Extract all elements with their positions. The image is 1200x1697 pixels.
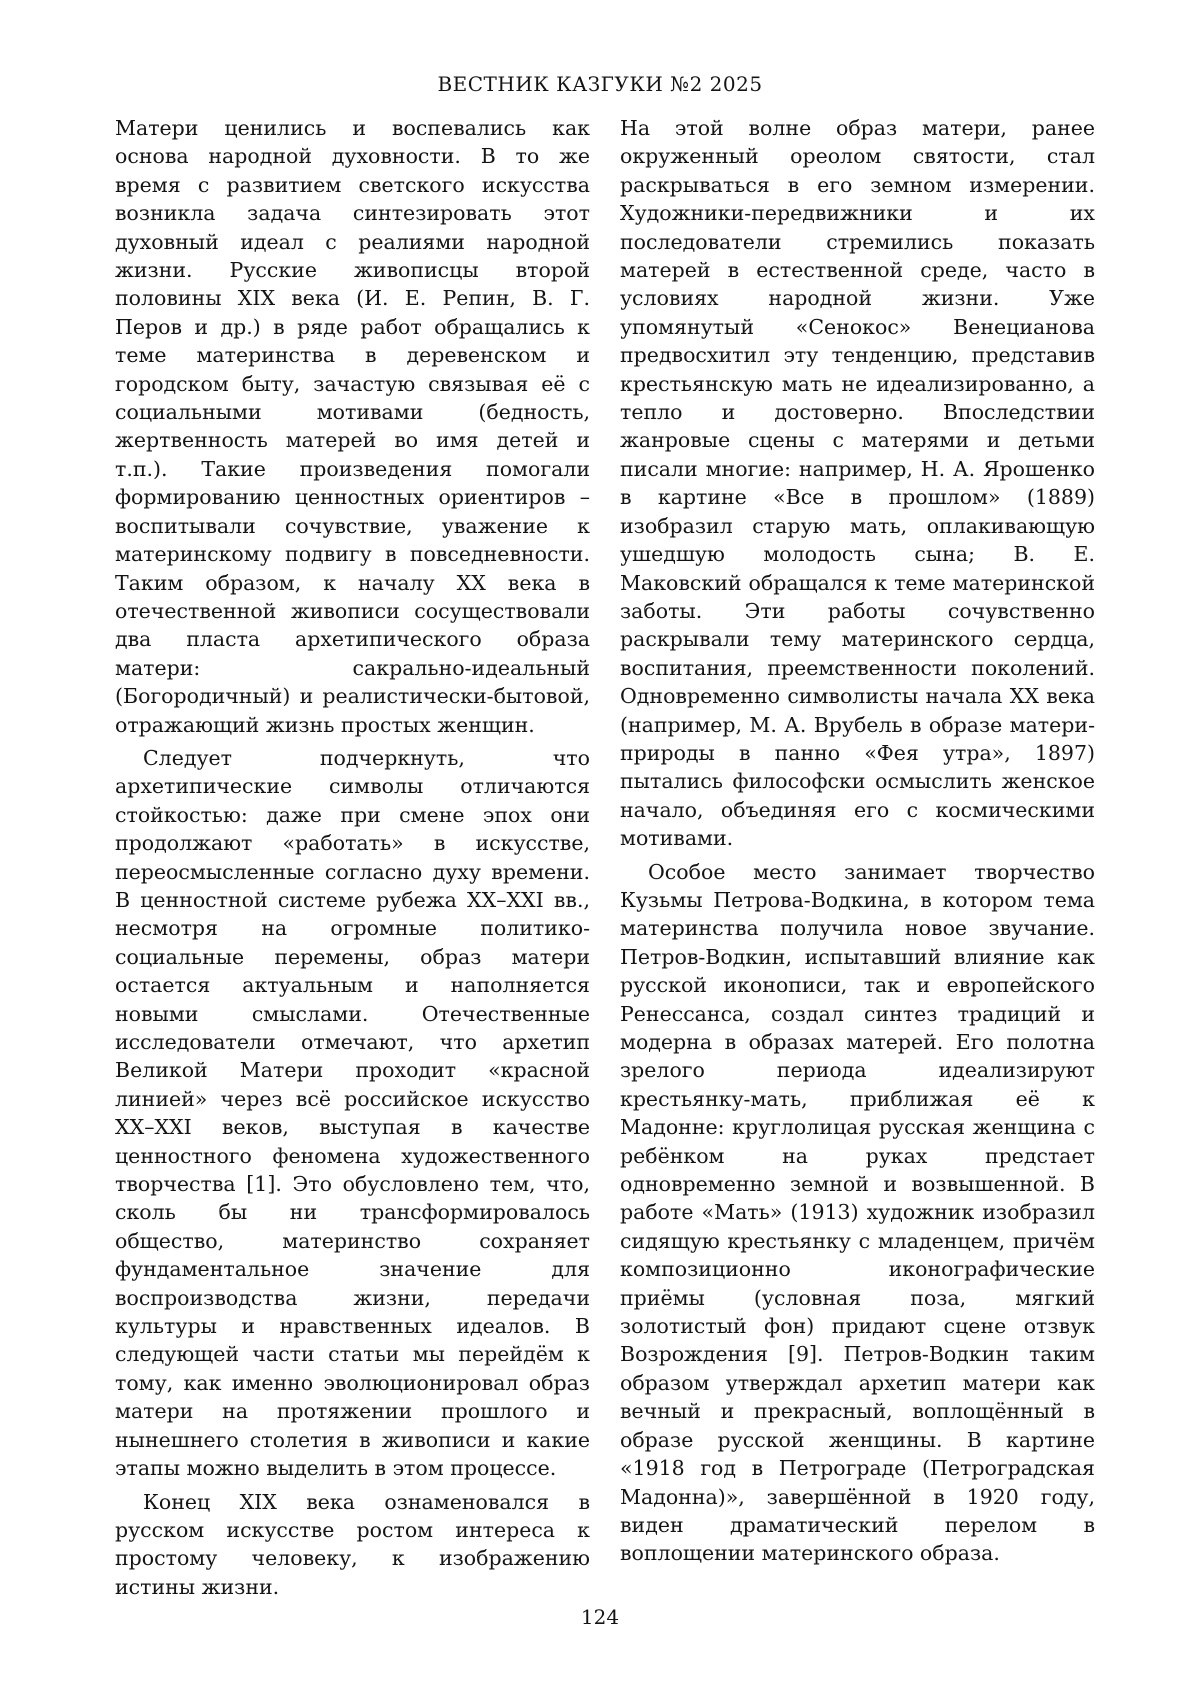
left-paragraph-3: Конец XIX века ознаменовался в русском искусстве ростом интереса к простому человеку, к изображению истины жизни. [115, 1489, 590, 1599]
right-paragraph-2: Особое место занимает творчество Кузьмы Петрова-Водкина, в котором тема материнства получила новое звучание. Петров-Водкин, испытавший влияние как русской иконописи, так и европейского Ренессанса, создал синтез традиций и модерна в образах матерей. Его полотна зрелого периода идеализируют крестьянку-мать, приближая её к Мадонне: круглолицая русская женщина с ребёнком на руках предстает одновременно земной и возвышенной. В работе «Мать» (1913) художник изобразил сидящую крестьянку с младенцем, причём композиционно иконографические приёмы (условная поза, мягкий золотистый фон) придают сцене отзвук Возрождения [9]. Петров-Водкин таким образом утверждал архетип матери как вечный и прекрасный, воплощённый в образе русской женщины. В картине «1918 год в Петрограде (Петроградская Мадонна)», завершённой в 1920 году, виден драматический перелом в воплощении материнского образа. [620, 859, 1095, 1566]
left-paragraph-2: Следует подчеркнуть, что архетипические символы отличаются стойкостью: даже при смене эпох они продолжают «работать» в искусстве, переосмысленные согласно духу времени. В ценностной системе рубежа XX–XXI вв., несмотря на огромные политико-социальные перемены, образ матери остается актуальным и наполняется новыми смыслами. Отечественные исследователи отмечают, что архетип Великой Матери проходит «красной линией» через всё российское искусство XX–XXI веков, выступая в качестве ценностного феномена художественного творчества [1]. Это обусловлено тем, что, сколь бы ни трансформировалось общество, материнство сохраняет фундаментальное значение для воспроизводства жизни, передачи культуры и нравственных идеалов. В следующей части статьи мы перейдём к тому, как именно эволюционировал образ матери на протяжении прошлого и нынешнего столетия в живописи и какие этапы можно выделить в этом процессе. [115, 745, 590, 1481]
left-paragraph-1: Матери ценились и воспевались как основа народной духовности. В то же время с развитием светского искусства возникла задача синтезировать этот духовный идеал с реалиями народной жизни. Русские живописцы второй половины XIX века (И. Е. Репин, В. Г. Перов и др.) в ряде работ обращались к теме материнства в деревенском и городском быту, зачастую связывая её с социальными мотивами (бедность, жертвенность матерей во имя детей и т.п.). Такие произведения помогали формированию ценностных ориентиров – воспитывали сочувствие, уважение к материнскому подвигу в повседневности. Таким образом, к началу XX века в отечественной живописи сосуществовали два пласта архетипического образа матери: сакрально-идеальный (Богородичный) и реалистически-бытовой, отражающий жизнь простых женщин. [115, 116, 590, 737]
page-number: 124 [580, 1605, 620, 1629]
left-column [115, 114, 590, 1601]
journal-running-head: ВЕСТНИК КАЗГУКИ №2 2025 [437, 72, 763, 96]
right-paragraph-1: На этой волне образ матери, ранее окруженный ореолом святости, стал раскрываться в его земном измерении. Художники-передвижники и их последователи стремились показать матерей в естественной среде, часто в условиях народной жизни. Уже упомянутый «Сенокос» Венецианова предвосхитил эту тенденцию, представив крестьянскую мать не идеализированно, а тепло и достоверно. Впоследствии жанровые сцены с матерями и детьми писали многие: например, Н. А. Ярошенко в картине «Все в прошлом» (1889) изобразил старую мать, оплакивающую ушедшую молодость сына; В. Е. Маковский обращался к теме материнской заботы. Эти работы сочувственно раскрывали тему материнского сердца, воспитания, преемственности поколений. Одновременно символисты начала XX века (например, М. А. Врубель в образе матери-природы в панно «Фея утра», 1897) пытались философски осмыслить женское начало, объединяя его с космическими мотивами. [620, 116, 1095, 851]
right-column [620, 114, 1095, 1568]
